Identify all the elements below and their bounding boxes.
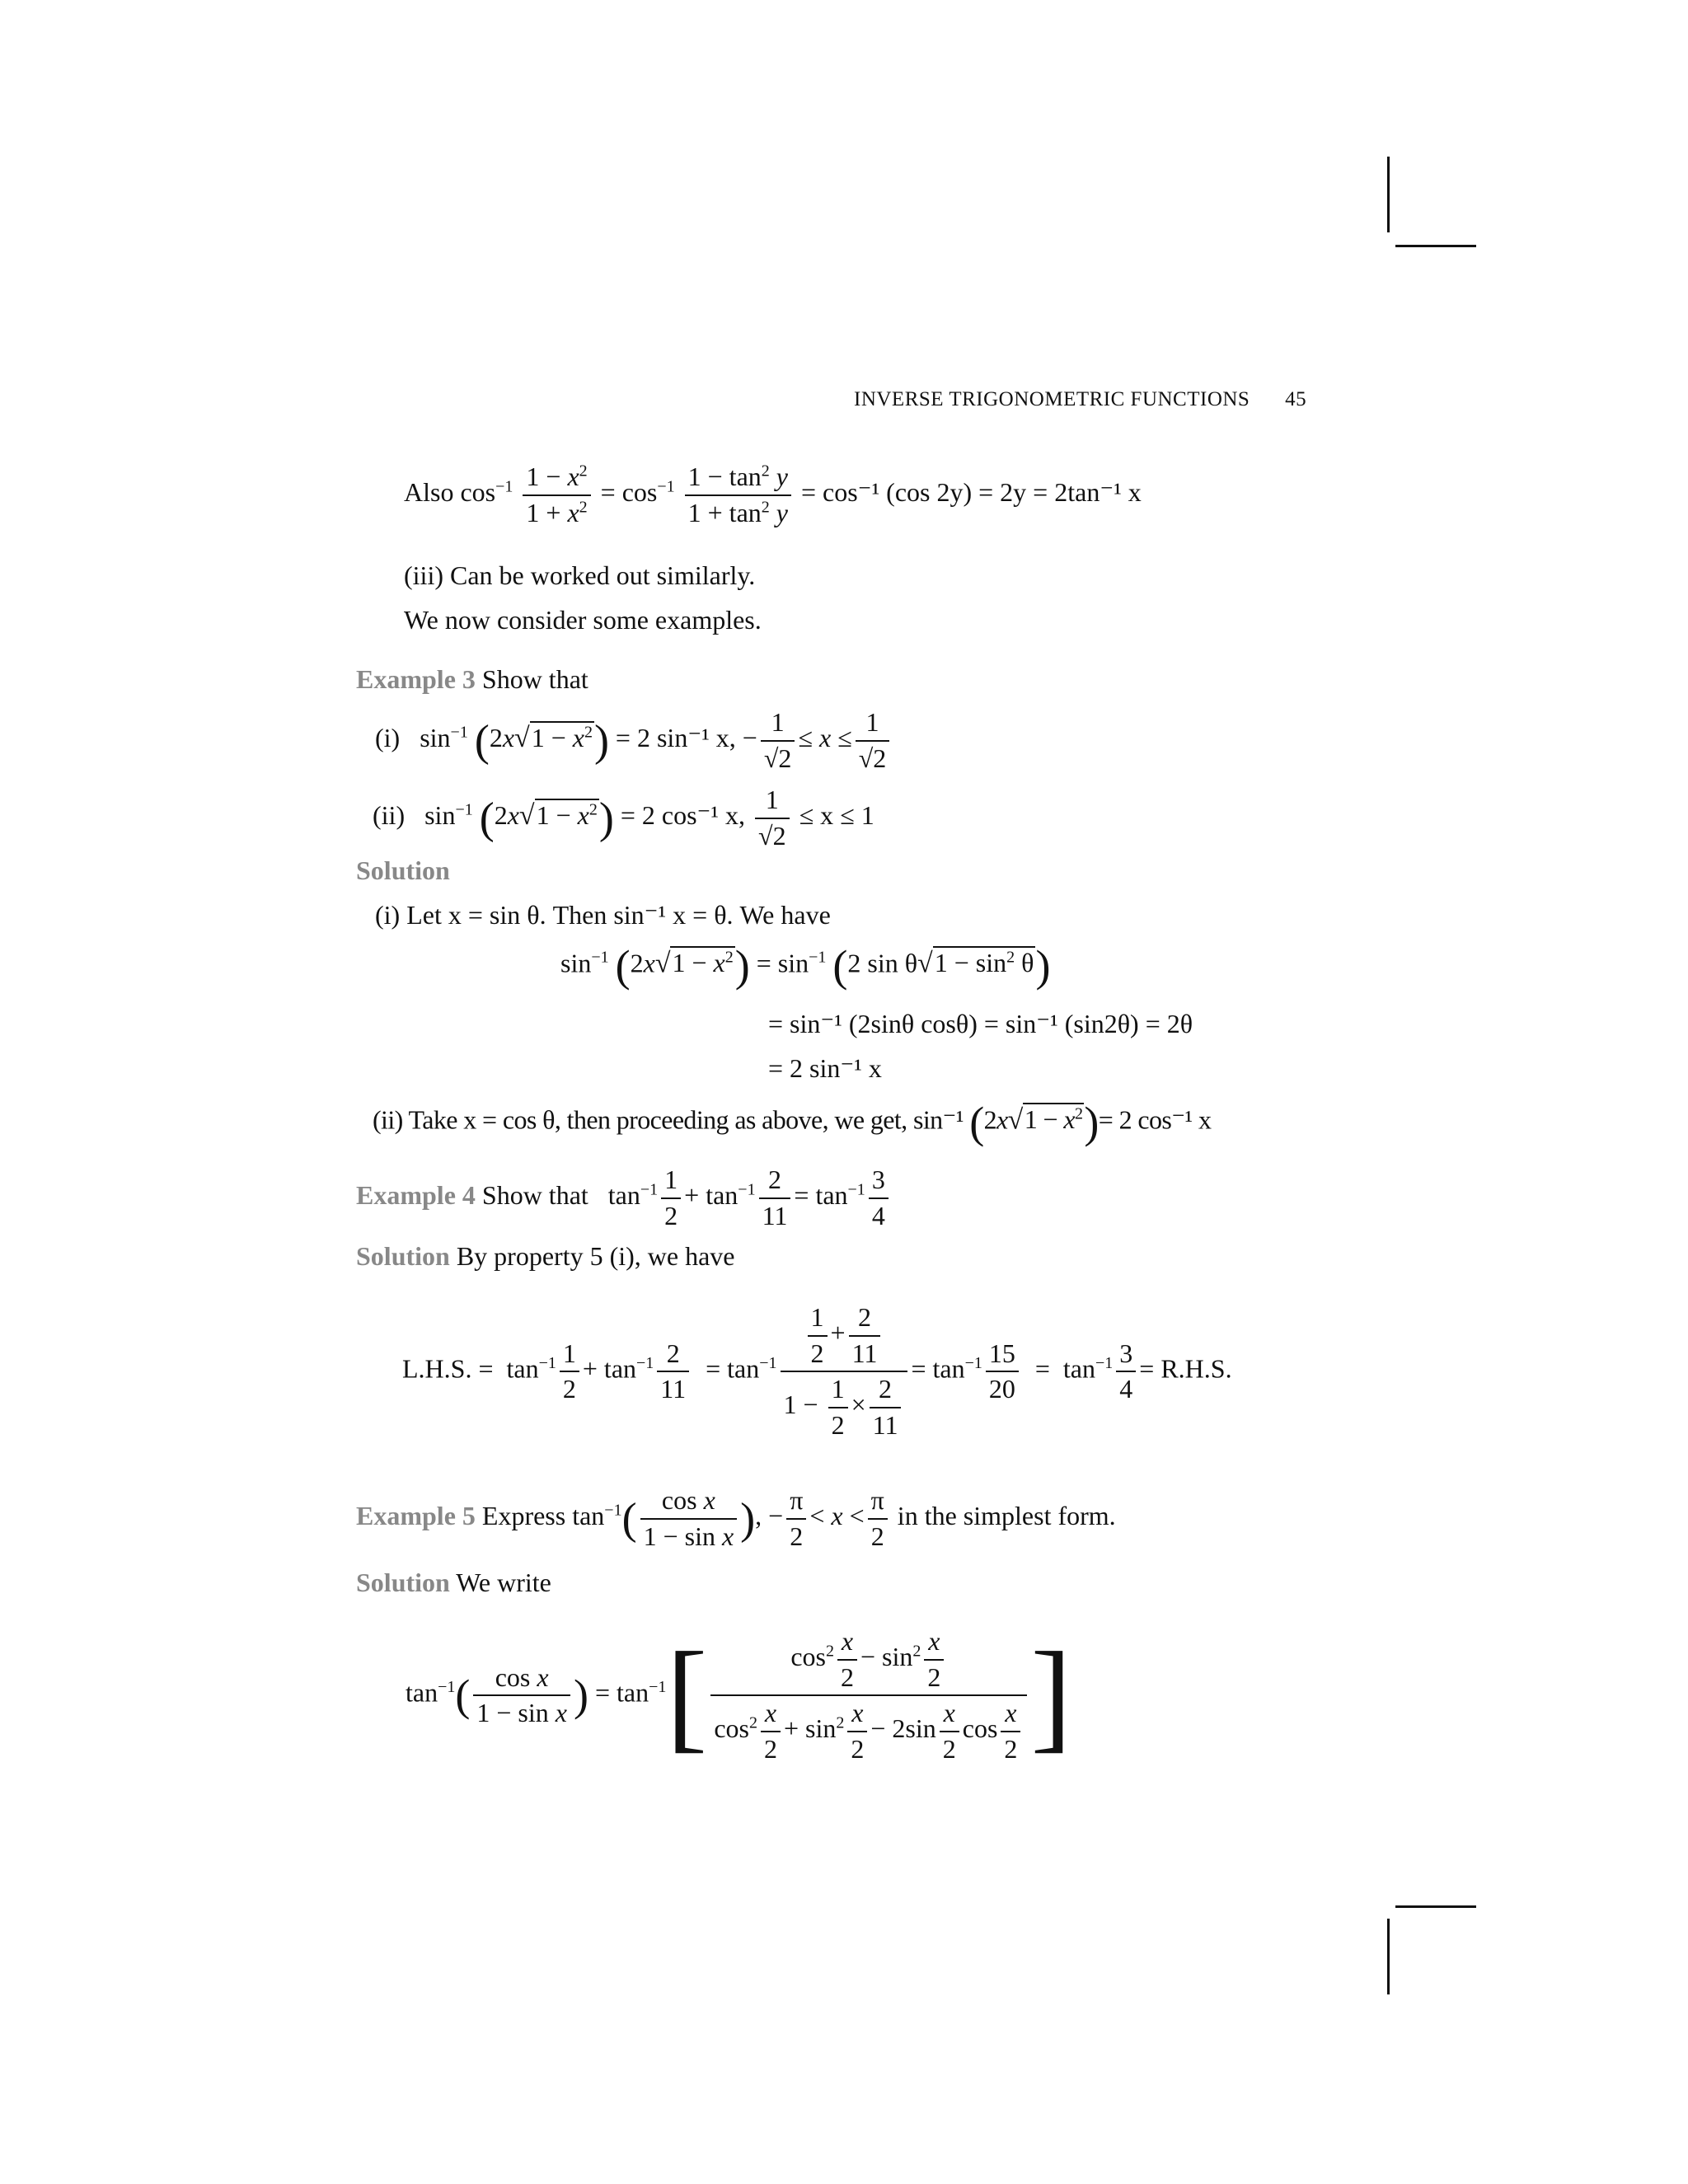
fraction: $\frac{15}{20}$: [986, 1340, 1019, 1404]
solution4-equation: L.H.S. = $\tan^{-1}$ $\frac{1}{2}$ + $\tan^{-1}$ $\frac{2}{11}$ = $\tan^{-1}$ $\frac{1}{2}$ + $\frac{2}{11}$ 1 − $\frac{1}{2}$ × $\frac{2}{11}$ = $\tan^{-1}$ $\frac{15}{20}$ = $\tan^{-1}$ $\frac{3}{4}$ = R.H.S.: [402, 1302, 1232, 1440]
fraction: $\frac{1}{√2}$: [856, 709, 890, 772]
consider-line: We now consider some examples.: [404, 605, 762, 635]
solution4-label: Solution: [356, 1241, 450, 1271]
fraction: $\frac{1}{√2}$: [761, 709, 795, 772]
crop-mark-bottom-vertical: [1387, 1919, 1390, 1994]
example3-part-ii: (ii) $\sin^{-1} (2x√1 - x^2) = 2$ cos⁻¹ x, $\frac{1}{√2}$ ≤ x ≤ 1: [373, 785, 874, 851]
part-ii-label: (ii): [373, 799, 406, 830]
solution5-equation: $\tan^{-1}$( $\frac{\text{cos x}}{\text{1 − sin x}}$ ) = $\tan^{-1}$[ $\cos^2$ $\frac{x}{2}$ − $\sin^2$ $\frac{x}{2}$ $\cos^2$ $\frac{x}{2}$ + $\sin^2$ $\frac{x}{2}$ − 2sin $\frac{x}{2}$ cos $\frac{x}{2}$ ]: [406, 1626, 1072, 1765]
part-ii-rhs: = 2 cos⁻¹ x,: [620, 799, 745, 830]
solution3-step1: $\sin^{-1} (2x√1 - x^2) = \sin^{-1} (2$ $\sin \theta√1 - \sin^2 \theta$): [560, 941, 1051, 991]
fraction: $\frac{\pi}{2}$: [868, 1487, 888, 1550]
solution3-step3: = 2 sin⁻¹ x: [768, 1053, 882, 1083]
solution3-part-i-text: (i) Let x = sin θ. Then sin⁻¹ x = θ. We have: [375, 900, 831, 930]
example5-text: Express: [481, 1500, 566, 1530]
fraction: $\frac{3}{4}$: [1116, 1340, 1136, 1404]
running-title: INVERSE TRIGONOMETRIC FUNCTIONS: [854, 388, 1250, 410]
solution4-text: By property 5 (i), we have: [456, 1241, 735, 1271]
also-word: Also: [404, 476, 454, 507]
rhs-label: = R.H.S.: [1139, 1353, 1232, 1384]
intro-step: = cos⁻¹ (cos 2y) = 2y = 2tan⁻¹ x: [800, 476, 1142, 507]
solution3-part-ii: (ii) Take x = cos θ, then proceeding as above, we get, sin⁻¹ $(2x√1 - x^2)= 2$ cos⁻¹ x: [373, 1098, 1212, 1147]
fraction: $\frac{1 - x^2}{1 + x^2}$: [523, 463, 590, 527]
solution5-heading: [356, 1569, 551, 1596]
example3-part-i: (i) $\sin^{-1} (2x√1 - x^2) = 2$ sin⁻¹ x, − $\frac{1}{√2}$ ≤ x ≤ $\frac{1}{√2}$: [375, 709, 893, 772]
example5-tail: in the simplest form.: [897, 1500, 1116, 1530]
compound-fraction: $\frac{1}{2}$ + $\frac{2}{11}$ 1 − $\frac{1}{2}$ × $\frac{2}{11}$: [781, 1304, 908, 1439]
intro-equation: Also $\cos^{-1}$ $\frac{1 - x^2}{1 + x^2}$ = $\cos^{-1}$ $\frac{1 - \tan^2 y}{1 + \tan^2 y}$ = cos⁻¹ (cos 2y) = 2y = 2tan⁻¹ x: [404, 462, 1142, 527]
example3-text: Show that: [481, 664, 588, 694]
fraction: $\frac{1}{2}$: [560, 1340, 579, 1404]
fraction: $\frac{2}{11}$: [657, 1340, 689, 1404]
fraction: $\frac{\pi}{2}$: [786, 1487, 806, 1550]
fraction: $\frac{1}{√2}$: [755, 786, 790, 850]
solution3-part-ii-rhs: = 2 cos⁻¹ x: [1098, 1104, 1212, 1135]
example3-label: Example 3: [356, 664, 476, 694]
example3-heading: [356, 666, 588, 692]
lhs-label: L.H.S. =: [402, 1353, 494, 1384]
solution3-part-ii-text: (ii) Take x = cos θ, then proceeding as above, we get, sin⁻¹: [373, 1104, 964, 1135]
part-i-rhs: = 2 sin⁻¹ x,: [615, 722, 736, 752]
fraction: $\frac{\text{cos x}}{\text{1 − sin x}}$: [640, 1487, 738, 1550]
crop-mark-top-vertical: [1387, 157, 1390, 232]
iii-note: (iii) Can be worked out similarly.: [404, 560, 756, 590]
solution5-text: We write: [456, 1568, 551, 1597]
page-number: 45: [1285, 388, 1307, 410]
fraction: $\frac{2}{11}$: [759, 1166, 791, 1230]
part-ii-cond: ≤ x ≤ 1: [799, 799, 874, 830]
example4-label: Example 4: [356, 1179, 476, 1210]
fraction: $\frac{\text{cos x}}{\text{1 − sin x}}$: [473, 1664, 570, 1727]
example5-label: Example 5: [356, 1500, 476, 1530]
solution5-label: Solution: [356, 1568, 450, 1597]
running-header: [854, 389, 1306, 410]
compound-fraction: $\cos^2$ $\frac{x}{2}$ − $\sin^2$ $\frac{x}{2}$ $\cos^2$ $\frac{x}{2}$ + $\sin^2$ $\frac{x}{2}$ − 2sin $\frac{x}{2}$ cos $\frac{x}{2}$: [710, 1628, 1027, 1763]
solution3-label: Solution: [356, 855, 450, 885]
solution3-step2: = sin⁻¹ (2sinθ cosθ) = sin⁻¹ (sin2θ) = 2θ: [768, 1009, 1193, 1038]
solution4-heading: [356, 1243, 735, 1269]
example4-text: Show that: [481, 1179, 588, 1210]
fraction: $\frac{1 - \tan^2 y}{1 + \tan^2 y}$: [685, 463, 791, 527]
example5-heading: Example 5 Express $\tan^{-1}$( $\frac{\text{cos x}}{\text{1 − sin x}}$ ), − $\frac{\pi}{2}$ < x < $\frac{\pi}{2}$ in the simplest form.: [356, 1485, 1116, 1551]
example4-heading: Example 4 Show that $\tan^{-1}$ $\frac{1}{2}$ + $\tan^{-1}$ $\frac{2}{11}$ = $\tan^{-1}$ $\frac{3}{4}$: [356, 1166, 892, 1230]
part-i-label: (i): [375, 722, 401, 752]
fraction: $\frac{3}{4}$: [869, 1166, 889, 1230]
crop-mark-bottom-horizontal: [1395, 1905, 1476, 1908]
fraction: $\frac{1}{2}$: [661, 1166, 681, 1230]
crop-mark-top-horizontal: [1395, 245, 1476, 247]
